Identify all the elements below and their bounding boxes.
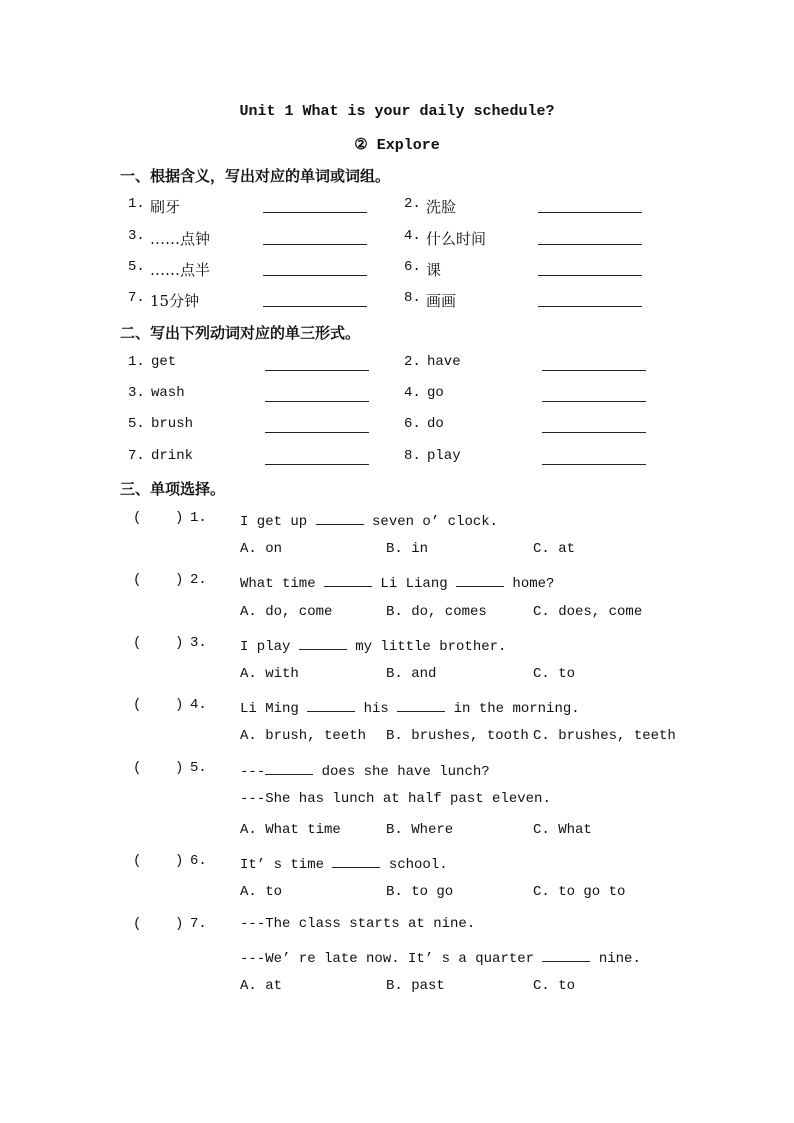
vocab-item (0, 196, 794, 218)
question-text-part: nine. (590, 951, 641, 967)
answer-blank[interactable] (316, 510, 364, 525)
option-b[interactable]: B. to go (386, 884, 454, 900)
option-a[interactable]: A. with (240, 666, 299, 682)
item-verb: have (427, 354, 461, 370)
question-row (0, 853, 794, 875)
vocab-item (0, 228, 794, 250)
item-number: 7. (128, 448, 145, 464)
question-text-2: ---She has lunch at half past eleven. (240, 791, 551, 807)
question-number: 4. (190, 697, 207, 713)
option-c[interactable]: C. brushes, teeth (533, 728, 676, 744)
question-row (0, 697, 794, 719)
question-text (240, 916, 475, 932)
answer-line[interactable] (542, 370, 646, 371)
question-number: 3. (190, 635, 207, 651)
option-a[interactable]: A. at (240, 978, 283, 994)
option-c[interactable]: C. to (533, 666, 576, 682)
verb-item (0, 385, 794, 407)
option-b[interactable]: B. do, comes (386, 604, 487, 620)
question-text-part: I get up (240, 514, 316, 530)
option-b[interactable]: B. and (386, 666, 437, 682)
answer-line[interactable] (542, 401, 646, 402)
item-verb: get (151, 354, 177, 370)
item-meaning: ……点半 (150, 261, 211, 279)
option-c[interactable]: C. to (533, 978, 576, 994)
options-row (0, 822, 794, 844)
question-text-part: Li Liang (372, 576, 457, 592)
item-verb: brush (151, 416, 194, 432)
option-c[interactable]: C. to go to (533, 884, 626, 900)
item-verb: do (427, 416, 444, 432)
question-text-part: Li Ming (240, 701, 308, 717)
item-number: 8. (404, 448, 421, 464)
question-text-part: home? (504, 576, 555, 592)
option-a[interactable]: A. do, come (240, 604, 333, 620)
page-subtitle: ② Explore (354, 137, 440, 154)
item-meaning: 15分钟 (150, 292, 200, 310)
item-number: 7. (128, 290, 145, 306)
item-meaning: 画画 (426, 292, 457, 310)
item-meaning: 刷牙 (150, 198, 181, 216)
question-row (0, 916, 794, 938)
answer-paren[interactable]: ( ) (133, 572, 184, 588)
section1-heading: 一、根据含义，写出对应的单词或词组。 (120, 167, 391, 185)
question-text-part: --- (240, 764, 266, 780)
question-number: 6. (190, 853, 207, 869)
item-number: 4. (404, 228, 421, 244)
answer-paren[interactable]: ( ) (133, 635, 184, 651)
question-text (240, 572, 554, 592)
answer-line[interactable] (538, 275, 642, 276)
question-text (240, 510, 498, 530)
question-text-part: ---We’ re late now. It’ s a quarter (240, 951, 543, 967)
answer-blank[interactable] (542, 947, 590, 962)
item-number: 5. (128, 259, 145, 275)
question-number: 2. (190, 572, 207, 588)
vocab-item (0, 290, 794, 312)
answer-blank[interactable] (332, 853, 380, 868)
options-row (0, 884, 794, 906)
section2-heading: 二、写出下列动词对应的单三形式。 (120, 324, 361, 342)
option-c[interactable]: C. does, come (533, 604, 643, 620)
verb-item (0, 448, 794, 470)
item-number: 2. (404, 196, 421, 212)
answer-line[interactable] (542, 464, 646, 465)
option-b[interactable]: B. Where (386, 822, 454, 838)
question-text-part: I play (240, 639, 299, 655)
item-number: 5. (128, 416, 145, 432)
item-meaning: 洗脸 (426, 198, 457, 216)
option-b[interactable]: B. past (386, 978, 445, 994)
question-row (0, 760, 794, 782)
item-number: 6. (404, 259, 421, 275)
question-text-part: school. (380, 857, 448, 873)
answer-paren[interactable]: ( ) (133, 853, 184, 869)
item-number: 2. (404, 354, 421, 370)
item-verb: play (427, 448, 461, 464)
question-text (240, 635, 506, 655)
question-number: 5. (190, 760, 207, 776)
option-b[interactable]: B. in (386, 541, 429, 557)
answer-line[interactable] (542, 432, 646, 433)
question-text-2 (240, 947, 641, 967)
item-number: 6. (404, 416, 421, 432)
section3-heading: 三、单项选择。 (120, 480, 226, 498)
question-text (240, 760, 490, 780)
item-number: 3. (128, 385, 145, 401)
options-row (0, 978, 794, 1000)
item-number: 8. (404, 290, 421, 306)
question-text-part: What time (240, 576, 325, 592)
answer-blank[interactable] (265, 760, 313, 775)
item-number: 1. (128, 354, 145, 370)
question-text-part: does she have lunch? (313, 764, 490, 780)
question-row-2 (0, 791, 794, 813)
verb-item (0, 354, 794, 376)
answer-line[interactable] (538, 244, 642, 245)
options-row (0, 728, 794, 750)
question-text (240, 853, 448, 873)
page-title: Unit 1 What is your daily schedule? (239, 103, 555, 120)
item-meaning: 什么时间 (426, 230, 487, 248)
question-row (0, 572, 794, 594)
options-row (0, 541, 794, 563)
question-text-part: his (355, 701, 398, 717)
answer-blank[interactable] (456, 572, 504, 587)
question-row (0, 635, 794, 657)
question-text (240, 697, 580, 717)
question-text-part: ---The class starts at nine. (240, 916, 476, 932)
item-verb: drink (151, 448, 194, 464)
answer-line[interactable] (538, 212, 642, 213)
answer-blank[interactable] (324, 572, 372, 587)
question-text-part: my little brother. (346, 639, 507, 655)
option-a[interactable]: A. to (240, 884, 283, 900)
options-row (0, 604, 794, 626)
answer-paren[interactable]: ( ) (133, 760, 184, 776)
options-row (0, 666, 794, 688)
option-a[interactable]: A. What time (240, 822, 341, 838)
item-number: 3. (128, 228, 145, 244)
question-text-part: It’ s time (240, 857, 333, 873)
question-number: 7. (190, 916, 207, 932)
item-verb: wash (151, 385, 185, 401)
option-c[interactable]: C. What (533, 822, 592, 838)
item-meaning: 课 (426, 261, 442, 279)
answer-paren[interactable]: ( ) (133, 916, 184, 932)
answer-blank[interactable] (307, 697, 355, 712)
item-number: 4. (404, 385, 421, 401)
answer-blank[interactable] (299, 635, 347, 650)
option-c[interactable]: C. at (533, 541, 576, 557)
option-a[interactable]: A. on (240, 541, 283, 557)
answer-blank[interactable] (397, 697, 445, 712)
option-a[interactable]: A. brush, teeth (240, 728, 367, 744)
answer-paren[interactable]: ( ) (133, 510, 184, 526)
question-row (0, 510, 794, 532)
answer-paren[interactable]: ( ) (133, 697, 184, 713)
item-meaning: ……点钟 (150, 230, 211, 248)
question-text-part: in the morning. (445, 701, 580, 717)
question-number: 1. (190, 510, 207, 526)
item-verb: go (427, 385, 444, 401)
item-number: 1. (128, 196, 145, 212)
question-row-2 (0, 947, 794, 969)
verb-item (0, 416, 794, 438)
option-b[interactable]: B. brushes, tooth (386, 728, 529, 744)
question-text-part: seven o’ clock. (363, 514, 499, 530)
answer-line[interactable] (538, 306, 642, 307)
vocab-item (0, 259, 794, 281)
